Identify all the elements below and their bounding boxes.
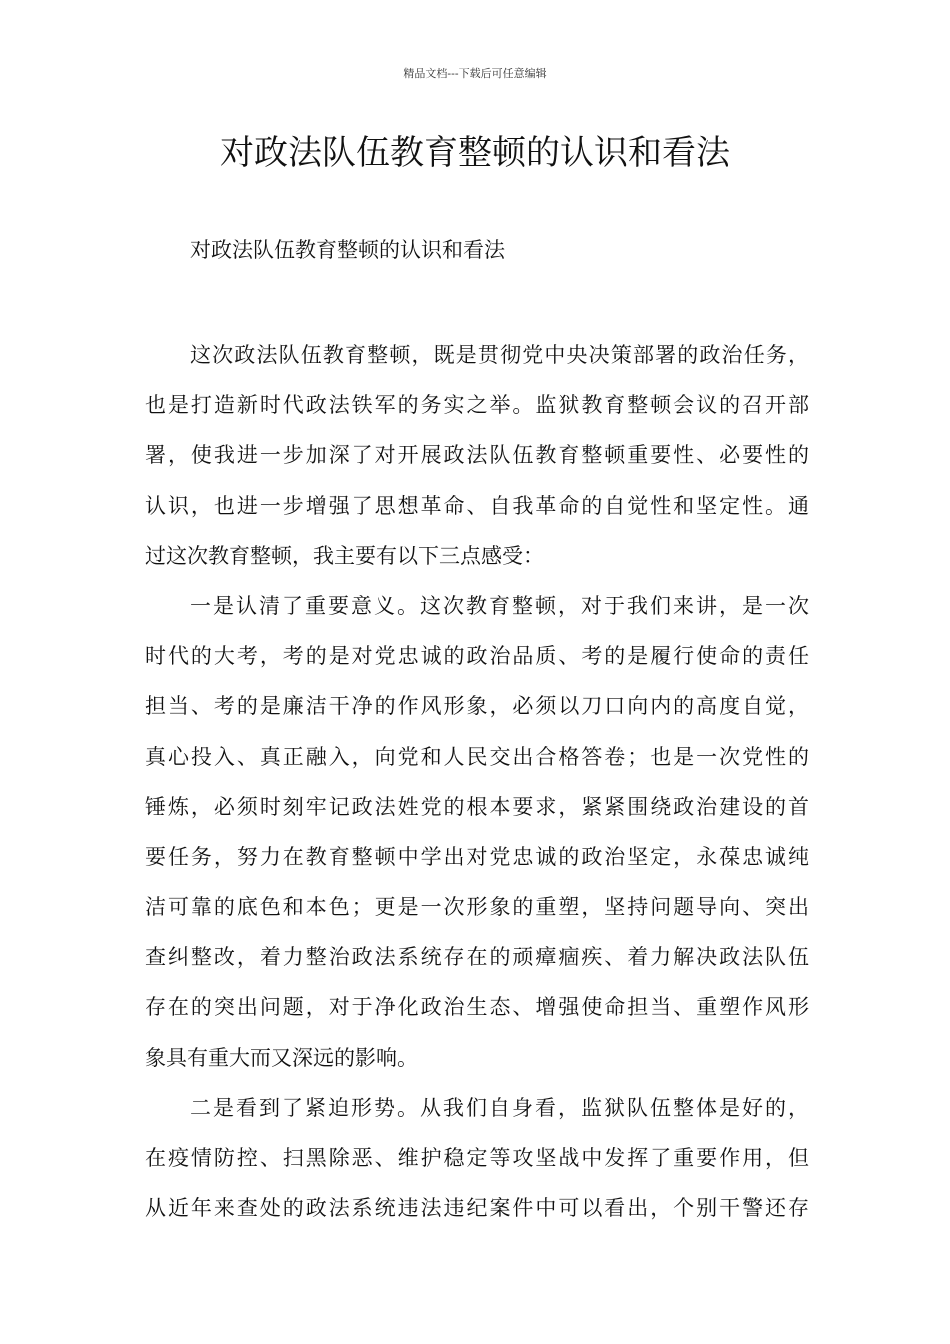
- paragraph-1: [145, 330, 809, 581]
- text-line: 查纠整改，着力整治政法系统存在的顽瘴痼疾、着力解决政法队伍: [145, 945, 809, 970]
- text-line: 这次政法队伍教育整顿，既是贯彻党中央决策部署的政治任务，: [190, 343, 809, 367]
- document-subtitle: 对政法队伍教育整顿的认识和看法: [190, 238, 505, 262]
- document-body: [145, 330, 809, 1233]
- text-line: 也是打造新时代政法铁军的务实之举。监狱教育整顿会议的召开部: [145, 393, 809, 418]
- text-line: 要任务，努力在教育整顿中学出对党忠诚的政治坚定，永葆忠诚纯: [145, 844, 809, 869]
- text-line: 一是认清了重要意义。这次教育整顿，对于我们来讲，是一次: [190, 593, 809, 618]
- document-title: 对政法队伍教育整顿的认识和看法: [220, 133, 730, 173]
- text-line: 洁可靠的底色和本色；更是一次形象的重塑，坚持问题导向、突出: [145, 895, 809, 920]
- header-note: 精品文档---下载后可任意编辑: [403, 67, 547, 80]
- text-line: 时代的大考，考的是对党忠诚的政治品质、考的是履行使命的责任: [145, 644, 809, 669]
- text-line: 象具有重大而又深远的影响。: [145, 1045, 418, 1070]
- text-line: 锤炼，必须时刻牢记政法姓党的根本要求，紧紧围绕政治建设的首: [145, 794, 809, 819]
- text-line: 存在的突出问题，对于净化政治生态、增强使命担当、重塑作风形: [145, 995, 809, 1020]
- text-line: 认识，也进一步增强了思想革命、自我革命的自觉性和坚定性。通: [145, 493, 809, 518]
- text-line: 二是看到了紧迫形势。从我们自身看，监狱队伍整体是好的，: [190, 1095, 809, 1120]
- paragraph-3: [145, 1083, 809, 1234]
- paragraph-2: [145, 581, 809, 1083]
- text-line: 署，使我进一步加深了对开展政法队伍教育整顿重要性、必要性的: [145, 443, 809, 468]
- text-line: 过这次教育整顿，我主要有以下三点感受：: [145, 543, 544, 568]
- text-line: 在疫情防控、扫黑除恶、维护稳定等攻坚战中发挥了重要作用，但: [145, 1146, 809, 1170]
- text-line: 担当、考的是廉洁干净的作风形象，必须以刀口向内的高度自觉，: [145, 694, 809, 719]
- text-line: 真心投入、真正融入，向党和人民交出合格答卷；也是一次党性的: [145, 744, 809, 769]
- text-line: 从近年来查处的政法系统违法违纪案件中可以看出，个别干警还存: [145, 1196, 809, 1221]
